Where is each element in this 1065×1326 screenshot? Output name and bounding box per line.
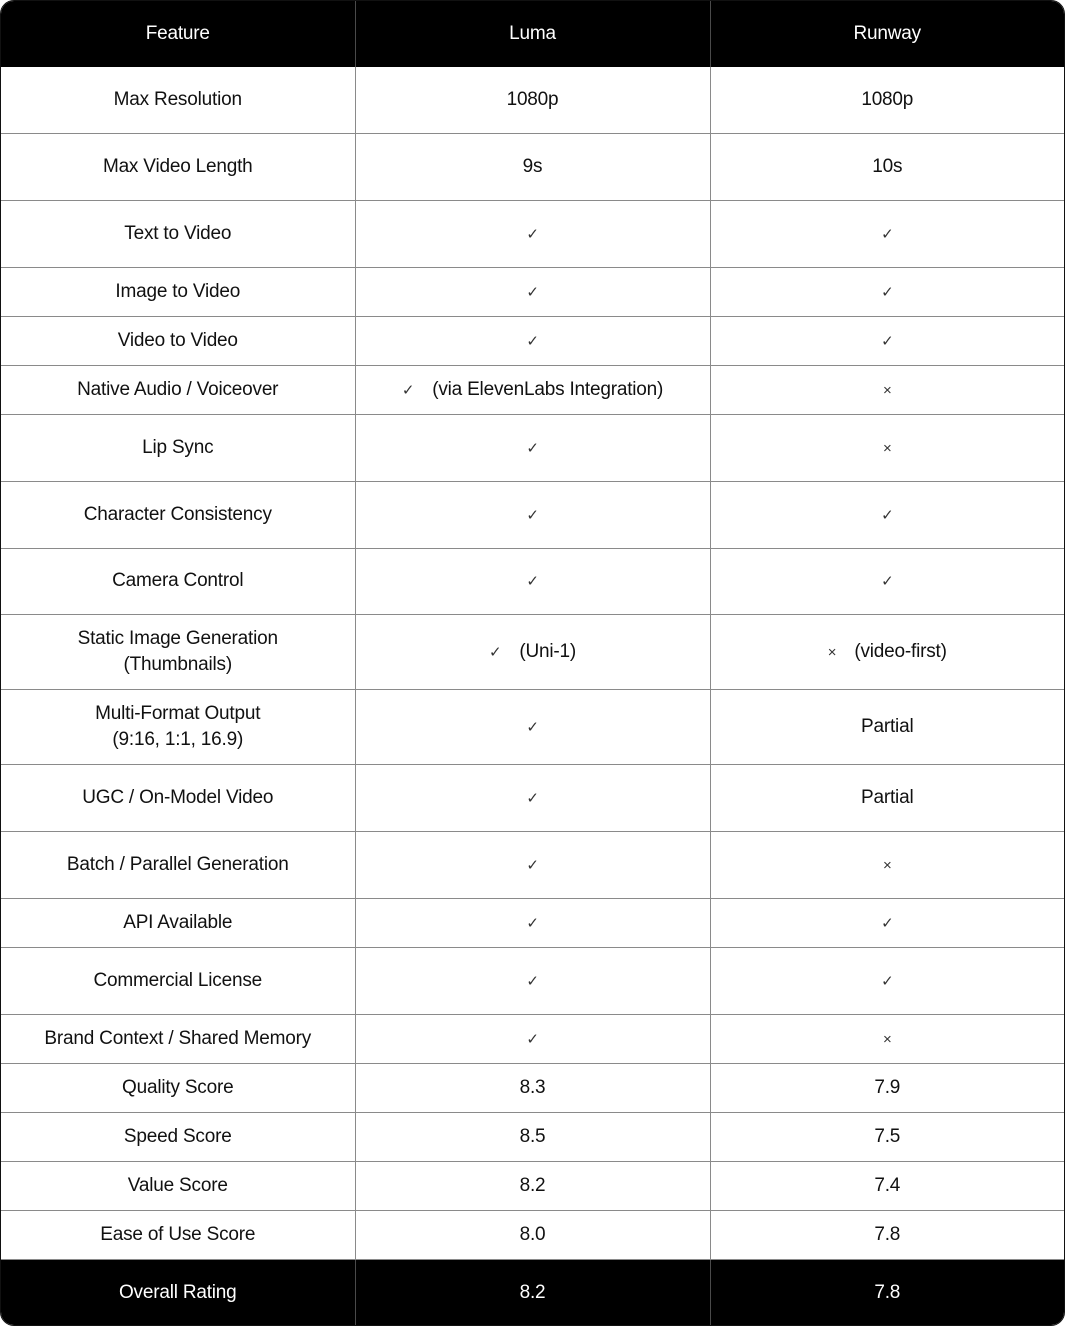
feature-cell: [1, 316, 355, 365]
luma-cell: [355, 133, 710, 200]
cross-icon: ×: [882, 856, 892, 874]
feature-cell: [1, 200, 355, 267]
table-row: [1, 689, 1064, 764]
check-icon: ✓: [526, 789, 539, 807]
table-row: [1, 365, 1064, 414]
check-icon: ✓: [526, 914, 539, 932]
feature-label: Lip Sync: [142, 436, 214, 458]
cross-icon: ×: [882, 381, 892, 399]
runway-cell: [710, 947, 1064, 1014]
runway-cell: [710, 316, 1064, 365]
runway-cell: [710, 1210, 1064, 1259]
runway-value: 10s: [872, 155, 903, 177]
runway-value: Partial: [861, 786, 914, 808]
feature-cell: [1, 67, 355, 133]
luma-value: 9s: [522, 155, 543, 177]
check-icon: ✓: [488, 643, 502, 661]
luma-value: 8.2: [519, 1174, 546, 1196]
feature-label: Multi-Format Output: [95, 702, 261, 724]
table-row: [1, 898, 1064, 947]
luma-value: 8.0: [519, 1223, 546, 1245]
check-icon: ✓: [526, 718, 539, 736]
luma-cell: [355, 831, 710, 898]
runway-cell: [710, 689, 1064, 764]
check-icon: ✓: [881, 225, 894, 243]
feature-label: (9:16, 1:1, 16.9): [112, 728, 244, 750]
feature-cell: [1, 414, 355, 481]
luma-cell: [355, 947, 710, 1014]
table-row: [1, 947, 1064, 1014]
luma-cell: [355, 414, 710, 481]
runway-value: 7.9: [874, 1076, 901, 1098]
runway-cell: [710, 614, 1064, 689]
check-icon: ✓: [526, 1030, 539, 1048]
feature-label: Brand Context / Shared Memory: [44, 1027, 312, 1049]
comparison-table: [1, 1, 1064, 1326]
table-row: [1, 1014, 1064, 1063]
runway-cell: [710, 1063, 1064, 1112]
table-row: [1, 133, 1064, 200]
runway-cell: [710, 898, 1064, 947]
feature-label: Max Video Length: [102, 155, 253, 177]
cross-icon: ×: [882, 439, 892, 457]
runway-cell: [710, 1112, 1064, 1161]
table-row: [1, 316, 1064, 365]
feature-cell: [1, 481, 355, 548]
feature-cell: [1, 831, 355, 898]
feature-label: Ease of Use Score: [100, 1223, 256, 1245]
luma-cell: [355, 481, 710, 548]
luma-cell: [355, 1210, 710, 1259]
feature-label: Commercial License: [93, 969, 262, 991]
luma-cell: [355, 764, 710, 831]
luma-cell: [355, 898, 710, 947]
table-footer: [1, 1259, 1064, 1326]
feature-label: (Thumbnails): [123, 653, 232, 675]
header-luma: Luma: [355, 1, 710, 67]
footer-feature: Overall Rating: [1, 1259, 355, 1326]
table-row: [1, 267, 1064, 316]
table-row: [1, 614, 1064, 689]
check-icon: ✓: [526, 972, 539, 990]
feature-label: Video to Video: [117, 329, 238, 351]
feature-label: Static Image Generation: [77, 627, 278, 649]
table-body: [1, 67, 1064, 1259]
runway-value: 7.4: [874, 1174, 901, 1196]
feature-cell: [1, 614, 355, 689]
feature-cell: [1, 1161, 355, 1210]
runway-cell: [710, 1014, 1064, 1063]
luma-cell: [355, 200, 710, 267]
check-icon: ✓: [526, 439, 539, 457]
runway-cell: [710, 481, 1064, 548]
runway-cell: [710, 831, 1064, 898]
luma-cell: [355, 614, 710, 689]
runway-value: 7.8: [874, 1223, 901, 1245]
table-row: [1, 1063, 1064, 1112]
feature-cell: [1, 133, 355, 200]
feature-cell: [1, 365, 355, 414]
runway-cell: [710, 548, 1064, 614]
header-runway: Runway: [710, 1, 1064, 67]
table-row: [1, 764, 1064, 831]
runway-cell: [710, 365, 1064, 414]
feature-label: Native Audio / Voiceover: [77, 378, 279, 400]
runway-cell: [710, 67, 1064, 133]
check-icon: ✓: [881, 914, 894, 932]
runway-value: 7.5: [874, 1125, 901, 1147]
check-icon: ✓: [881, 972, 894, 990]
feature-label: Quality Score: [122, 1076, 234, 1098]
feature-cell: [1, 1014, 355, 1063]
check-icon: ✓: [401, 381, 415, 399]
feature-label: UGC / On-Model Video: [82, 786, 274, 808]
check-icon: ✓: [526, 332, 539, 350]
footer-runway: 7.8: [710, 1259, 1064, 1326]
table-row: [1, 1112, 1064, 1161]
table-row: [1, 414, 1064, 481]
feature-cell: [1, 764, 355, 831]
overall-rating-row: [1, 1259, 1064, 1326]
check-icon: ✓: [881, 332, 894, 350]
check-icon: ✓: [526, 856, 539, 874]
table-header: [1, 1, 1064, 67]
runway-cell: [710, 764, 1064, 831]
table-row: [1, 1161, 1064, 1210]
feature-cell: [1, 689, 355, 764]
feature-label: Character Consistency: [83, 503, 272, 525]
header-feature: Feature: [1, 1, 355, 67]
check-icon: ✓: [881, 506, 894, 524]
luma-cell: [355, 1014, 710, 1063]
feature-label: Max Resolution: [113, 88, 242, 110]
runway-cell: [710, 133, 1064, 200]
feature-label: Value Score: [127, 1174, 228, 1196]
feature-cell: [1, 1063, 355, 1112]
feature-label: Camera Control: [112, 570, 244, 591]
luma-cell: [355, 365, 710, 414]
luma-cell: [355, 67, 710, 133]
luma-cell: [355, 548, 710, 614]
header-row: [1, 1, 1064, 67]
runway-value: 1080p: [861, 88, 914, 110]
luma-cell: [355, 316, 710, 365]
runway-cell: [710, 200, 1064, 267]
runway-note: (video-first): [854, 640, 947, 662]
feature-cell: [1, 947, 355, 1014]
runway-value: Partial: [861, 715, 914, 737]
runway-cell: [710, 414, 1064, 481]
table-row: [1, 481, 1064, 548]
luma-value: 8.5: [519, 1125, 546, 1147]
feature-label: Batch / Parallel Generation: [66, 853, 289, 875]
check-icon: ✓: [881, 283, 894, 301]
table-row: [1, 548, 1064, 614]
table-row: [1, 67, 1064, 133]
feature-cell: [1, 1210, 355, 1259]
luma-note: (via ElevenLabs Integration): [432, 378, 664, 400]
runway-cell: [710, 267, 1064, 316]
luma-cell: [355, 267, 710, 316]
feature-cell: [1, 898, 355, 947]
luma-cell: [355, 689, 710, 764]
luma-cell: [355, 1063, 710, 1112]
feature-label: Text to Video: [124, 222, 232, 244]
cross-icon: ×: [882, 1030, 892, 1048]
feature-label: API Available: [123, 911, 233, 933]
table-row: [1, 831, 1064, 898]
table-row: [1, 1210, 1064, 1259]
check-icon: ✓: [526, 573, 539, 590]
luma-cell: [355, 1112, 710, 1161]
feature-cell: [1, 267, 355, 316]
check-icon: ✓: [526, 283, 539, 301]
luma-value: 1080p: [506, 88, 559, 110]
luma-value: 8.3: [519, 1076, 546, 1098]
cross-icon: ×: [827, 643, 837, 661]
luma-cell: [355, 1161, 710, 1210]
feature-label: Image to Video: [115, 280, 241, 302]
check-icon: ✓: [526, 506, 539, 524]
feature-label: Speed Score: [123, 1125, 232, 1147]
check-icon: ✓: [526, 225, 539, 243]
luma-note: (Uni-1): [519, 640, 577, 662]
table-row: [1, 200, 1064, 267]
feature-cell: [1, 1112, 355, 1161]
check-icon: ✓: [881, 573, 894, 590]
feature-cell: [1, 548, 355, 614]
runway-cell: [710, 1161, 1064, 1210]
footer-luma: 8.2: [355, 1259, 710, 1326]
